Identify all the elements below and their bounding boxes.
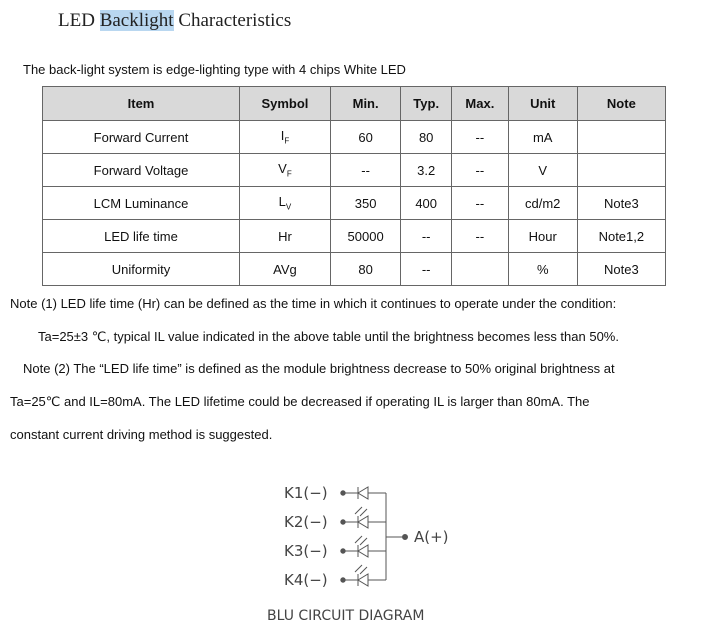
blu-circuit-diagram	[250, 474, 480, 634]
header-max: Max.	[452, 87, 509, 121]
symbol-main: AVg	[273, 261, 297, 277]
cell-item: LED life time	[43, 220, 240, 253]
header-typ: Typ.	[401, 87, 452, 121]
note-1-line-1: Note (1) LED life time (Hr) can be defined as the time in which it continues to operate under the condition:	[10, 296, 617, 311]
title-highlight: Backlight	[99, 10, 174, 31]
k1-label: K1(−)	[284, 484, 328, 502]
cell-unit: mA	[508, 121, 577, 154]
symbol-main: L	[278, 194, 286, 210]
cell-note	[577, 121, 665, 154]
symbol-main: Hr	[278, 228, 292, 244]
cell-min: 60	[330, 121, 400, 154]
cell-max: --	[452, 154, 509, 187]
title-post: Characteristics	[173, 10, 292, 31]
k3-label: K3(−)	[284, 542, 328, 560]
symbol-main: V	[278, 161, 287, 177]
header-symbol: Symbol	[240, 87, 331, 121]
led-row-4	[341, 565, 386, 586]
led-row-3	[341, 536, 386, 557]
cell-symbol	[240, 220, 331, 253]
cell-item: Forward Current	[43, 121, 240, 154]
table-row	[43, 253, 666, 286]
cell-typ: 80	[401, 121, 452, 154]
note-2-line-1: Note (2) The “LED life time” is defined as the module brightness decrease to 50% original brightness at	[23, 361, 615, 376]
cell-unit: Hour	[508, 220, 577, 253]
cell-min: 80	[330, 253, 400, 286]
cell-symbol	[240, 121, 331, 154]
note-2-line-3: constant current driving method is suggested.	[10, 427, 273, 442]
cell-unit: %	[508, 253, 577, 286]
cell-typ: 3.2	[401, 154, 452, 187]
table-header-row	[43, 87, 666, 121]
diagram-caption: BLU CIRCUIT DIAGRAM	[267, 608, 425, 624]
cell-max: --	[452, 187, 509, 220]
cell-unit: cd/m2	[508, 187, 577, 220]
cell-note: Note3	[577, 253, 665, 286]
cell-min: 50000	[330, 220, 400, 253]
cell-max	[452, 253, 509, 286]
cell-max: --	[452, 220, 509, 253]
cell-note: Note3	[577, 187, 665, 220]
led-row-1	[341, 487, 386, 499]
cell-symbol	[240, 253, 331, 286]
cell-typ: --	[401, 253, 452, 286]
intro-text: The back-light system is edge-lighting type with 4 chips White LED	[23, 62, 406, 77]
table-row	[43, 220, 666, 253]
circuit-svg	[250, 474, 480, 634]
note-2-line-2: Ta=25℃ and IL=80mA. The LED lifetime could be decreased if operating IL is larger than 80mA. The	[10, 394, 590, 409]
cell-item: Uniformity	[43, 253, 240, 286]
cell-note	[577, 154, 665, 187]
anode-terminal	[403, 535, 408, 540]
cell-item: Forward Voltage	[43, 154, 240, 187]
header-unit: Unit	[508, 87, 577, 121]
note-1-line-2: Ta=25±3 ℃, typical IL value indicated in the above table until the brightness becomes less than 50%.	[38, 329, 619, 344]
table-row	[43, 154, 666, 187]
cell-unit: V	[508, 154, 577, 187]
cell-max: --	[452, 121, 509, 154]
cell-symbol	[240, 187, 331, 220]
header-item: Item	[43, 87, 240, 121]
symbol-main: I	[280, 128, 285, 144]
cell-note: Note1,2	[577, 220, 665, 253]
backlight-spec-table	[42, 86, 666, 286]
anode-label: A(+)	[414, 528, 449, 546]
symbol-sub: F	[286, 169, 292, 179]
k2-label: K2(−)	[284, 513, 328, 531]
title-pre: LED	[58, 10, 100, 31]
section-title	[58, 10, 291, 32]
header-note: Note	[577, 87, 665, 121]
cell-item: LCM Luminance	[43, 187, 240, 220]
cell-typ: 400	[401, 187, 452, 220]
cell-min: --	[330, 154, 400, 187]
cell-min: 350	[330, 187, 400, 220]
table-row	[43, 187, 666, 220]
symbol-sub: V	[285, 202, 292, 212]
header-min: Min.	[330, 87, 400, 121]
led-row-2	[341, 507, 386, 528]
k4-label: K4(−)	[284, 571, 328, 589]
table-row	[43, 121, 666, 154]
symbol-sub: F	[284, 136, 290, 146]
cell-symbol	[240, 154, 331, 187]
cell-typ: --	[401, 220, 452, 253]
